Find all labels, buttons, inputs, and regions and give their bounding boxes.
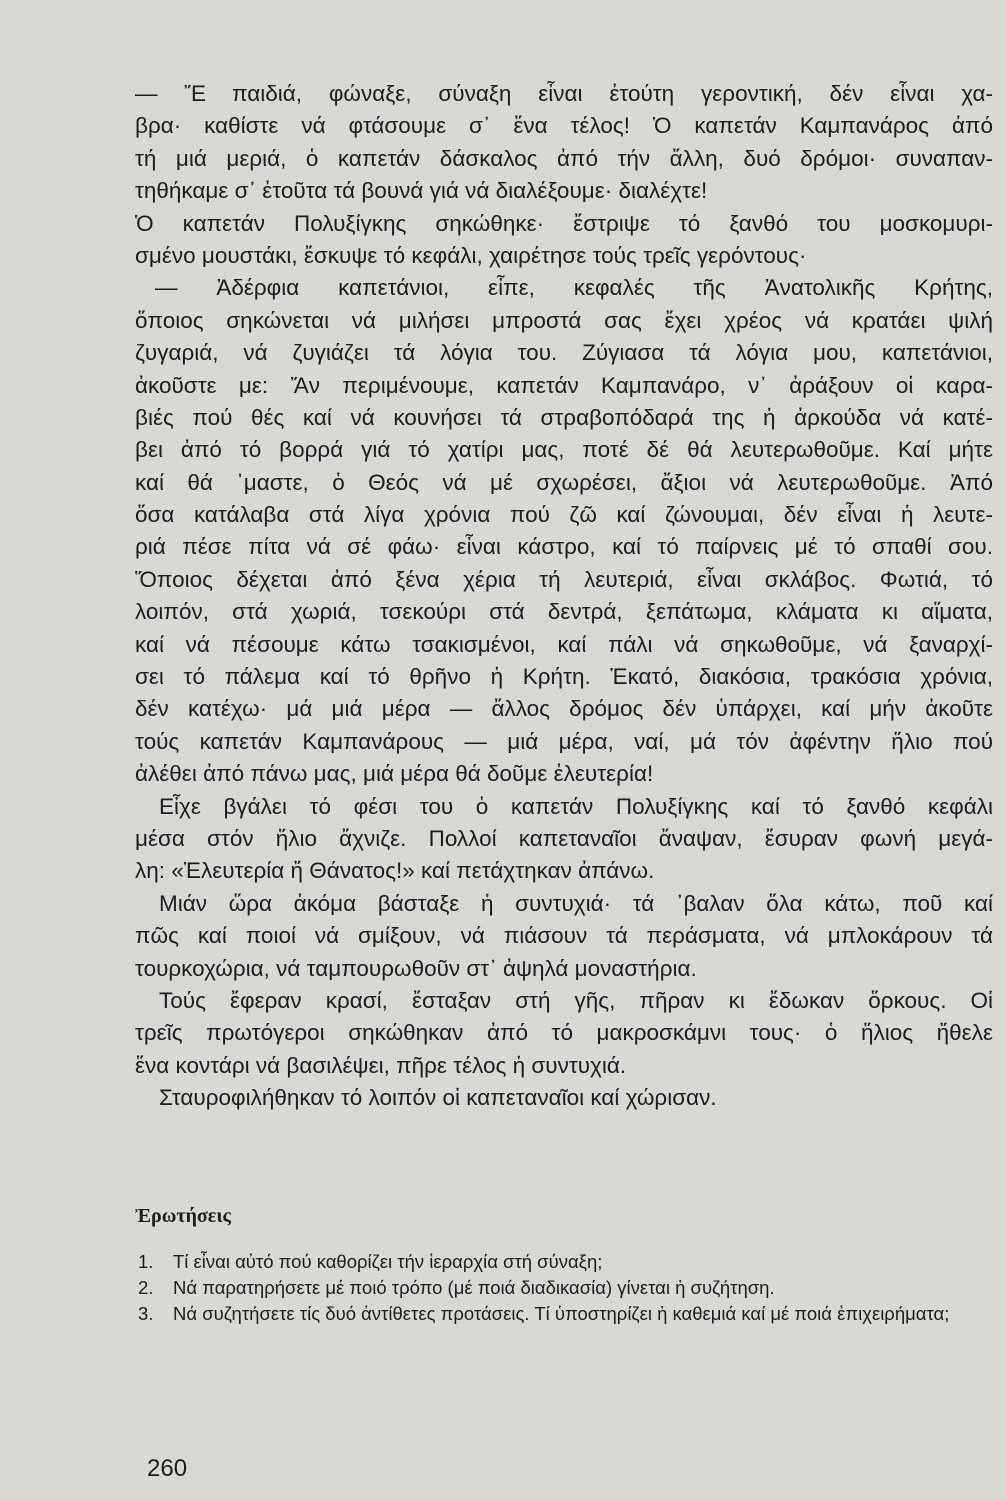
text-line: ἀλέθει ἀπό πάνω μας, μιά μέρα θά δοῦμε ἐλευτερία!: [135, 761, 654, 787]
text-line: Ὅποιος δέχεται ἀπό ξένα χέρια τή λευτεριά, εἶναι σκλάβος. Φωτιά, τό: [135, 566, 993, 592]
text-line: μέσα στόν ἥλιο ἄχνιζε. Πολλοί καπεταναῖοι ἄναψαν, ἔσυραν φωνή μεγά-: [135, 825, 993, 851]
body-text: [135, 78, 993, 1115]
text-line: σει τό πάλεμα καί τό θρῆνο ἡ Κρήτη. Ἑκατό, διακόσια, τρακόσια χρόνια,: [135, 664, 993, 690]
question-text: Τί εἶναι αὐτό πού καθορίζει τήν ἱεραρχία στή σύναξη;: [173, 1251, 603, 1272]
text-line: Ὁ καπετάν Πολυξίγκης σηκώθηκε· ἔστριψε τό ξανθό του μοσκομυρι-: [135, 210, 993, 236]
text-line: τρεῖς πρωτόγεροι σηκώθηκαν ἀπό τό μακροσκάμνι τους· ὁ ἥλιος ἤθελε: [135, 1020, 993, 1046]
text-line: δέν κατέχω· μά μιά μέρα — ἄλλος δρόμος δέν ὑπάρχει, καί μήν ἀκοῦτε: [135, 696, 993, 722]
text-line: ζυγαριά, νά ζυγιάζει τά λόγια του. Ζύγιασα τά λόγια μου, καπετάνιοι,: [135, 340, 993, 366]
question-item: [138, 1249, 978, 1275]
text-line: πῶς καί ποιοί νά σμίξουν, νά πιάσουν τά περάσματα, νά μπλοκάρουν τά: [135, 923, 993, 949]
questions-heading: Ἐρωτήσεις: [135, 1205, 231, 1227]
question-number: 3.: [138, 1303, 154, 1324]
text-line: τηθήκαμε σ᾽ ἐτοῦτα τά βουνά γιά νά διαλέξουμε· διαλέχτε!: [135, 178, 708, 204]
text-line: ὅσα κατάλαβα στά λίγα χρόνια πού ζῶ καί ζώνουμαι, δέν εἶναι ἡ λευτε-: [135, 502, 993, 528]
text-line: βρα· καθίστε νά φτάσουμε σ᾽ ἕνα τέλος! Ὁ καπετάν Καμπανάρος ἀπό: [135, 113, 993, 139]
text-line: λοιπόν, στά χωριά, τσεκούρι στά δεντρά, ξεπάτωμα, κλάματα κι αἵματα,: [135, 599, 993, 625]
text-line: καί νά πέσουμε κάτω τσακισμένοι, καί πάλι νά σηκωθοῦμε, νά ξαναρχί-: [135, 631, 993, 657]
text-line: ριά πέσε πίτα νά σέ φάω· εἶναι κάστρο, καί τό παίρνεις μέ τό σπαθί σου.: [135, 534, 993, 560]
text-line: λη: «Ἐλευτερία ἤ Θάνατος!» καί πετάχτηκαν ἀπάνω.: [135, 858, 655, 884]
text-line: ὅποιος σηκώνεται νά μιλήσει μπροστά σας ἔχει χρέος νά κρατάει ψιλή: [135, 307, 993, 333]
text-line: Τούς ἔφεραν κρασί, ἔσταξαν στή γῆς, πῆραν κι ἔδωκαν ὅρκους. Οἱ: [159, 987, 993, 1013]
question-number: 1.: [138, 1251, 154, 1272]
question-text: Νά συζητήσετε τίς δυό ἀντίθετες προτάσεις. Τί ὑποστηρίζει ἡ καθεμιά καί μέ ποιά ἐπιχειρήματα;: [173, 1303, 950, 1324]
text-line: βιές πού θές καί νά κουνήσει τά στραβοπόδαρά της ἡ ἀρκούδα νά κατέ-: [135, 404, 993, 430]
text-line: τή μιά μεριά, ὁ καπετάν δάσκαλος ἀπό τήν ἄλλη, δυό δρόμοι· συναπαν-: [135, 145, 993, 171]
text-line: βει ἀπό τό βορρά γιά τό χατίρι μας, ποτέ δέ θά λευτερωθοῦμε. Καί μήτε: [135, 437, 993, 463]
text-line: ἀκοῦστε με: Ἄν περιμένουμε, καπετάν Καμπανάρο, ν᾽ ἀράξουν οἱ καρα-: [135, 372, 993, 398]
question-item: [138, 1301, 978, 1327]
text-line: Μιάν ὥρα ἀκόμα βάσταξε ἡ συντυχιά· τά ᾽βαλαν ὅλα κάτω, ποῦ καί: [159, 890, 993, 916]
text-line: ἕνα κοντάρι νά βασιλέψει, πῆρε τέλος ἡ συντυχιά.: [135, 1052, 627, 1078]
question-item: [138, 1275, 978, 1301]
text-line: σμένο μουστάκι, ἔσκυψε τό κεφάλι, χαιρέτησε τούς τρεῖς γερόντους·: [135, 242, 807, 268]
text-line: Εἶχε βγάλει τό φέσι του ὁ καπετάν Πολυξίγκης καί τό ξανθό κεφάλι: [159, 793, 993, 819]
text-line: καί θά ᾽μαστε, ὁ Θεός νά μέ σχωρέσει, ἄξιοι νά λευτερωθοῦμε. Ἀπό: [135, 469, 993, 495]
questions-list: [138, 1249, 978, 1327]
text-line: Σταυροφιλήθηκαν τό λοιπόν οἱ καπεταναῖοι καί χώρισαν.: [159, 1085, 717, 1111]
text-line: — Ἔ παιδιά, φώναξε, σύναξη εἶναι ἐτούτη γεροντική, δέν εἶναι χα-: [135, 81, 993, 106]
text-line: τούς καπετάν Καμπανάρους — μιά μέρα, ναί, μά τόν ἀφέντην ἥλιο πού: [135, 728, 993, 754]
question-number: 2.: [138, 1277, 154, 1298]
question-text: Νά παρατηρήσετε μέ ποιό τρόπο (μέ ποιά διαδικασία) γίνεται ἡ συζήτηση.: [173, 1277, 775, 1298]
page-number: 260: [147, 1455, 188, 1482]
text-line: — Ἀδέρφια καπετάνιοι, εἶπε, κεφαλές τῆς Ἀνατολικῆς Κρήτης,: [155, 275, 993, 301]
text-line: τουρκοχώρια, νά ταμπουρωθοῦν στ᾽ ἀψηλά μοναστήρια.: [135, 955, 697, 981]
